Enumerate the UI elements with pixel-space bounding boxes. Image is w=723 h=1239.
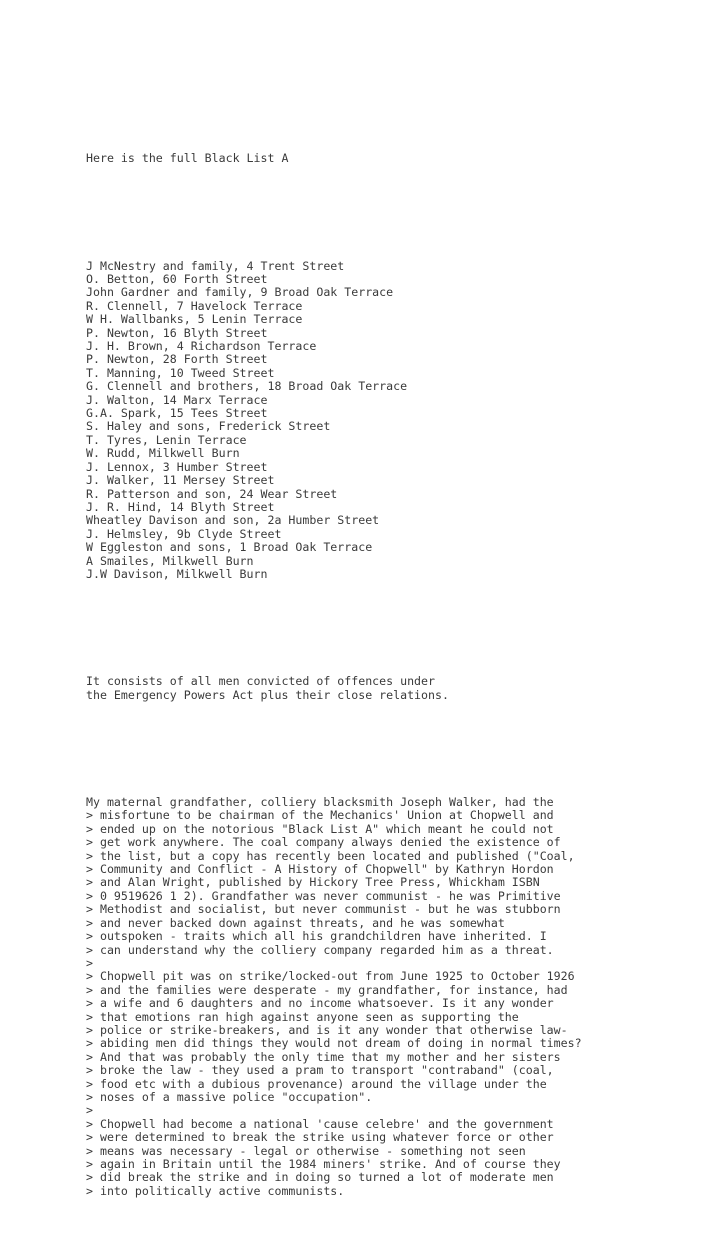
- blacklist-entry: J. Lennox, 3 Humber Street: [86, 459, 268, 474]
- quoted-message-body: [86, 796, 723, 1198]
- blacklist-entry: P. Newton, 16 Blyth Street: [86, 325, 268, 340]
- quoted-line: > Methodist and socialist, but never communist - but he was stubborn: [86, 902, 561, 917]
- blacklist-entry: G.A. Spark, 15 Tees Street: [86, 406, 268, 421]
- quoted-line: > again in Britain until the 1984 miners' strike. And of course they: [86, 1157, 561, 1172]
- quoted-line: > get work anywhere. The coal company always denied the existence of: [86, 835, 561, 850]
- quoted-line: > Community and Conflict - A History of Chopwell" by Kathryn Hordon: [86, 862, 554, 877]
- quoted-line: > And that was probably the only time that my mother and her sisters: [86, 1049, 561, 1064]
- blacklist-entries: [86, 260, 723, 582]
- blacklist-entry: G. Clennell and brothers, 18 Broad Oak Terrace: [86, 379, 408, 394]
- quoted-line: > were determined to break the strike using whatever force or other: [86, 1130, 554, 1145]
- quoted-line: > Chopwell pit was on strike/locked-out from June 1925 to October 1926: [86, 969, 575, 984]
- blacklist-entry: W H. Wallbanks, 5 Lenin Terrace: [86, 312, 303, 327]
- quoted-line: > outspoken - traits which all his grandchildren have inherited. I: [86, 929, 547, 944]
- blacklist-entry: John Gardner and family, 9 Broad Oak Terrace: [86, 285, 394, 300]
- quoted-line: > misfortune to be chairman of the Mechanics' Union at Chopwell and: [86, 808, 554, 823]
- quoted-line: My maternal grandfather, colliery blacksmith Joseph Walker, had the: [86, 795, 554, 810]
- quoted-line: > means was necessary - legal or otherwise - something not seen: [86, 1143, 526, 1158]
- quoted-line: > and the families were desperate - my grandfather, for instance, had: [86, 982, 568, 997]
- note-paragraph: [86, 675, 723, 702]
- blacklist-entry: P. Newton, 28 Forth Street: [86, 352, 268, 367]
- quoted-line: >: [86, 955, 93, 970]
- quoted-line: > and Alan Wright, published by Hickory Tree Press, Whickham ISBN: [86, 875, 540, 890]
- quoted-line: > 0 9519626 1 2). Grandfather was never communist - he was Primitive: [86, 888, 561, 903]
- quoted-line: > Chopwell had become a national 'cause celebre' and the government: [86, 1116, 554, 1131]
- blacklist-entry: Wheatley Davison and son, 2a Humber Street: [86, 513, 380, 528]
- quoted-line: > food etc with a dubious provenance) around the village under the: [86, 1076, 547, 1091]
- blacklist-entry: W. Rudd, Milkwell Burn: [86, 446, 240, 461]
- blacklist-entry: S. Haley and sons, Frederick Street: [86, 419, 331, 434]
- quoted-line: > police or strike-breakers, and is it any wonder that otherwise law-: [86, 1022, 568, 1037]
- quoted-line: > noses of a massive police "occupation".: [86, 1089, 373, 1104]
- quoted-line: > that emotions ran high against anyone seen as supporting the: [86, 1009, 519, 1024]
- blacklist-entry: J. Walton, 14 Marx Terrace: [86, 392, 268, 407]
- quoted-line: > did break the strike and in doing so turned a lot of moderate men: [86, 1170, 554, 1185]
- blacklist-entry: J. Helmsley, 9b Clyde Street: [86, 526, 282, 541]
- document-heading: Here is the full Black List A: [86, 151, 289, 166]
- quoted-line: >: [86, 1103, 93, 1118]
- blacklist-entry: J. H. Brown, 4 Richardson Terrace: [86, 339, 317, 354]
- quoted-line: > a wife and 6 daughters and no income whatsoever. Is it any wonder: [86, 996, 554, 1011]
- spacer-line: [86, 742, 723, 755]
- blacklist-entry: J. R. Hind, 14 Blyth Street: [86, 499, 275, 514]
- quoted-line: > can understand why the colliery company regarded him as a threat.: [86, 942, 554, 957]
- note-line: the Emergency Powers Act plus their close relations.: [86, 687, 449, 702]
- blacklist-entry: J.W Davison, Milkwell Burn: [86, 566, 268, 581]
- blacklist-entry: J McNestry and family, 4 Trent Street: [86, 258, 345, 273]
- quoted-line: > and never backed down against threats, and he was somewhat: [86, 915, 505, 930]
- document-text-body: [86, 112, 723, 1239]
- blacklist-entry: O. Betton, 60 Forth Street: [86, 272, 268, 287]
- blacklist-entry: T. Tyres, Lenin Terrace: [86, 432, 247, 447]
- quoted-line: > into politically active communists.: [86, 1183, 345, 1198]
- note-line: It consists of all men convicted of offences under: [86, 674, 436, 689]
- quoted-line: > abiding men did things they would not dream of doing in normal times?: [86, 1036, 582, 1051]
- spacer-line: [86, 206, 723, 219]
- blacklist-entry: A Smailes, Milkwell Burn: [86, 553, 254, 568]
- blacklist-entry: T. Manning, 10 Tweed Street: [86, 365, 275, 380]
- quoted-line: > broke the law - they used a pram to transport "contraband" (coal,: [86, 1063, 554, 1078]
- blacklist-entry: W Eggleston and sons, 1 Broad Oak Terrace: [86, 540, 373, 555]
- quoted-line: > the list, but a copy has recently been located and published ("Coal,: [86, 848, 575, 863]
- blacklist-entry: J. Walker, 11 Mersey Street: [86, 473, 275, 488]
- blacklist-entry: R. Clennell, 7 Havelock Terrace: [86, 298, 303, 313]
- spacer-line: [86, 622, 723, 635]
- quoted-line: > ended up on the notorious "Black List A" which meant he could not: [86, 821, 554, 836]
- blacklist-entry: R. Patterson and son, 24 Wear Street: [86, 486, 338, 501]
